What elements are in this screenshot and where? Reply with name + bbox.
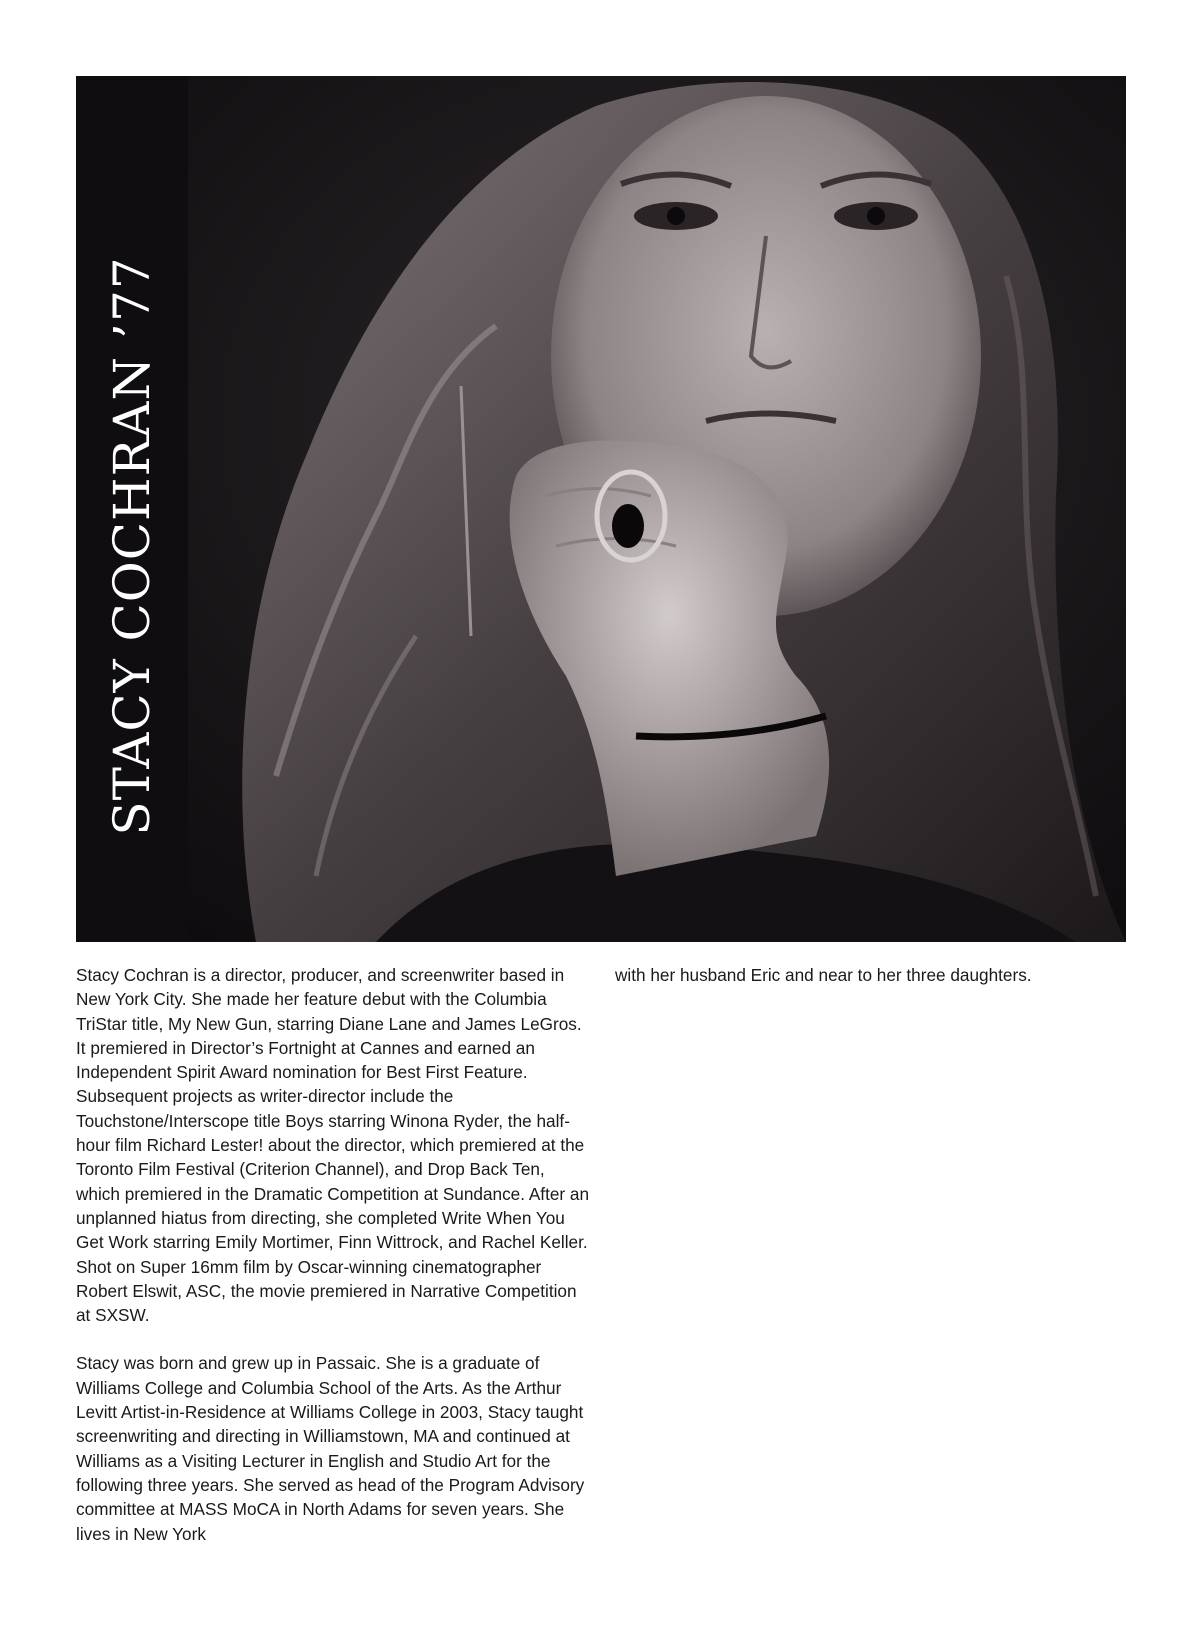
portrait-illustration [76, 76, 1126, 942]
bio-column-right [615, 963, 1130, 1011]
bio-paragraph: Stacy Cochran is a director, producer, and screenwriter based in New York City. She made her feature debut with the Columbia TriStar title, My New Gun, starring Diane Lane and James LeGros. It premiered in Director’s Fortnight at Cannes and earned an Independent Spirit Award nomination for Best First Feature. Subsequent projects as writer-director include the Touchstone/Interscope title Boys starring Winona Ryder, the half-hour film Richard Lester! about the director, which premiered at the Toronto Film Festival (Criterion Channel), and Drop Back Ten, which premiered in the Dramatic Competition at Sundance. After an unplanned hiatus from directing, she completed Write When You Get Work starring Emily Mortimer, Finn Wittrock, and Rachel Keller. Shot on Super 16mm film by Oscar-winning cinematographer Robert Elswit, ASC, the movie premiered in Narrative Competition at SXSW. [76, 965, 590, 1326]
name-heading: STACY COCHRAN ’77 [103, 256, 161, 836]
portrait-photo [76, 76, 1126, 942]
bio-paragraph-continued: with her husband Eric and near to her three daughters. [615, 965, 1032, 985]
bio-column-left [76, 963, 591, 1570]
bio-paragraph: Stacy was born and grew up in Passaic. She is a graduate of Williams College and Columbia School of the Arts. As the Arthur Levitt Artist-in-Residence at Williams College in 2003, Stacy taught screenwriting and directing in Williamstown, MA and continued at Williams as a Visiting Lecturer in English and Studio Art for the following three years. She served as head of the Program Advisory committee at MASS MoCA in North Adams for seven years. She lives in New York [76, 1353, 585, 1544]
